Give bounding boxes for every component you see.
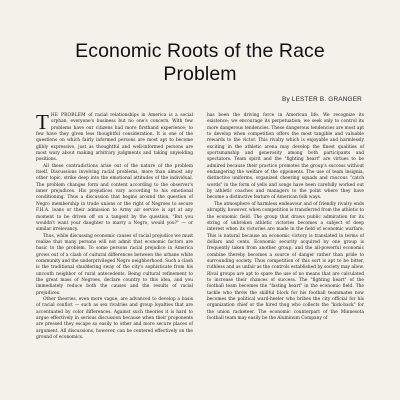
body-paragraph: has been the driving force in American life. We recognize its existence; we encourage its perpetuation; we seek only to control its more dangerous tendencies. These dangerous tendencies are most apt to develop when competition offers the most tangible and valuable rewards to the victor. This rivalry which is enjoyable and harmlessly exciting in the athletic arena may develop the finest qualities of sportsmanship and generosity among both participants and spectators. Team spirit and the "fighting heart" are virtues to be admired because their practice promotes the group's success without endangering the welfare of the opponents. The use of team insignia, distinctive uniforms, organized cheering squads and raucous "catch words" in the form of yells and songs have been carefully worked out by athletic coaches and managers to the point where they have become a distinctive feature of American folk ways.: [207, 113, 364, 201]
body-paragraph: All these contradictions arise out of the nature of the problem itself. Discussions involving racial problems, more than almost any other topic, strike deep into the emotional attitudes of the individual. The problem changes form and content according to the observer's inner prejudices. His prejudices vary according to his emotional conditioning. Thus a discussion that begins around the question of Negro membership in trade unions or the right of Negroes to secure F.H.A. loans or their admission to Army air service is apt at any moment to be driven off on a tangent by the question, "But you wouldn't want your daughter to marry a Negro, would you?" — or similar irrelevancy.: [36, 163, 193, 233]
article-title: Economic Roots of the Race Problem: [75, 40, 325, 85]
lead-text: of racial relationships in America is a social orphan, everyone's business but no one's concern. With few problems have our citizens had more firsthand experience; to few have they given less thoughtful consideration. It is one of the questions on which fairly informed persons are most apt to become glibly expressive, just as thoughtful and well-informed persons are most wary about making arbitrary judgments and taking unyielding positions.: [36, 113, 193, 163]
article-body: [36, 110, 364, 341]
column-right: [207, 113, 364, 341]
lead-caps: HE PROBLEM: [50, 113, 86, 118]
body-paragraph: Thus, while discussing economic causes of racial prejudice we must realize that many persons will not admit that economic factors are basic to the problem. To some persons racial prejudice in America grows out of a clash of cultural differences between the urbane white community and the underprivileged Negro neighborhood. Such a clash is the traditional shuddering sway of the city's sophisticate from his uncouth neighbor of rural antecedents. Being cultural refinement to the great mass of Negroes, declare country to this idea, and you immediately reduce both the causes and the results of racial prejudices.: [36, 233, 193, 296]
body-paragraph: Other theories, even more vague, are advanced to develop a basis of racial conflict — such as sex rivalries and group loyalties that are accentuated by color differences. Against such theories it is hard to argue effectively in serious discussion because when their proponents are pressed they escape so easily to other and more secure places of argument. All discussions, however, can be centered effectively on the ground of economics.: [36, 296, 193, 341]
drop-cap: T: [36, 110, 49, 134]
lead-paragraph: [36, 110, 193, 164]
body-paragraph: The atmosphere of harmless endeavour and of friendly rivalry ends abruptly, however, when competition is transferred from the athletic to the economic field. The group that draws public admiration for its string of unbroken athletic victories becomes a subject of deep interest when its victories are made in the field of economic warfare. This is natural because an economic victory is translated in terms of dollars and cents. Economic security acquired by one group is frequently taken from another group, and the all-powerful economic combine thereby becomes a source of danger rather than pride to surrounding society. Thus competition of this sort is apt to be bitter, ruthless and as unfair as the controls established by society may allow. Rival groups are apt to spare the use of no means that are calculated to increase their chances of success. The "fighting heart" of the football team becomes the "fasting heart" in the economic field. The tackle who threw the skillful block for his football teammates now becomes the political ward-heeler who bribes the city official for his organization chief or the hired thug who collects the "kick-back" for the union racketeer. The economic counterpart of the Minnesota football team may easily be the Aluminum Company of: [207, 201, 364, 321]
column-left: [36, 110, 193, 341]
article-byline: By LESTER B. GRANGER: [282, 96, 362, 103]
